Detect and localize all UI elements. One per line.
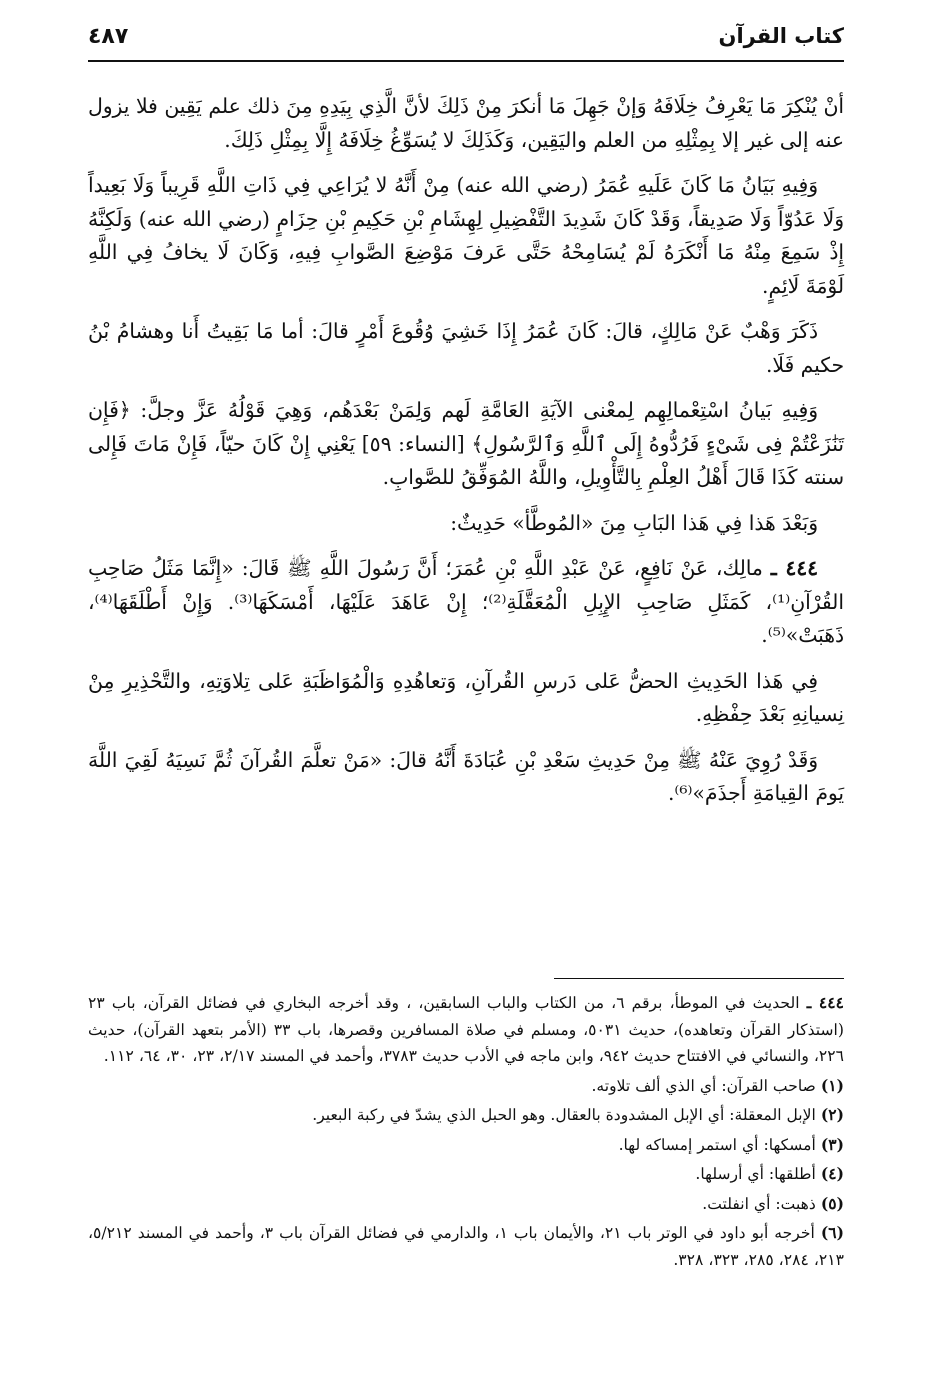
footnote-text: الحديث في الموطأ، برقم ٦، من الكتاب والباب السابقين، ، وقد أخرجه البخاري في فضائل القرآن، باب ٢٣ (استذكار القرآن وتعاهده)، حديث ٥٠٣١، ومسلم في صلاة المسافرين وقصرها، باب ٣٣ (الأمر بتعهد القرآن)، حديث ٢٢٦، والنسائي في الافتتاح حديث ٩٤٢، وابن ماجه في الأدب حديث ٣٧٨٣، وأحمد في المسند ٢/١٧، ٢٣، ٣٠، ٦٤، ١١٢. <box>88 994 844 1065</box>
footnote-label: ٤٤٤ ـ <box>806 993 844 1012</box>
hadith-text: مالِك، عَنْ نَافِعٍ، عَنْ عَبْدِ اللَّهِ بْنِ عُمَرَ؛ أَنَّ رَسُولَ اللَّهِ ﷺ قَالَ: «إِنَّمَا مَثَلُ صَاحِبِ القُرْآنِ⁽¹⁾، كَمَثَلِ صَاحِبِ الإِبِلِ الْمُعَقَّلَةِ⁽²⁾؛ إِنْ عَاهَدَ عَلَيْهَا، أَمْسَكَهَا⁽³⁾. وَإِنْ أَطْلَقَهَا⁽⁴⁾، ذَهَبَتْ»⁽⁵⁾. <box>88 556 844 647</box>
footnote-label: (٤) <box>820 1164 844 1183</box>
footnote-text: صاحب القرآن: أي الذي ألف تلاوته. <box>591 1076 816 1095</box>
hadith-paragraph <box>88 552 844 653</box>
footnote-label: (١) <box>820 1075 844 1095</box>
page-number: ٤٨٧ <box>88 24 129 49</box>
footnote <box>88 990 844 1070</box>
paragraph: وَفِيهِ بَيَانُ مَا كَانَ عَلَيهِ عُمَرُ (رضي الله عنه) مِنْ أَنَّهُ لا يُرَاعِي فِي ذَاتِ اللَّهِ قَرِيباً وَلَا بَعِيداً وَلَا عَدُوّاً وَلَا صَدِيقاً، وَقَدْ كَانَ شَدِيدَ التَّفْضِيلِ لِهِشَامِ بْنِ حَكِيمِ بْنِ حِزَامٍ (رضي الله عنه) وَلَكِنَّهُ إِذْ سَمِعَ مِنْهُ مَا أَنْكَرَهُ لَمْ يُسَامِحْهُ حَتَّى عَرفَ مَوْضِعَ الصَّوابِ فِيهِ، وَكَانَ لَا يخافُ فِي اللَّهِ لَوْمَةَ لَائِمٍ. <box>88 173 844 298</box>
footnote-label: (٦) <box>820 1223 844 1242</box>
hadith-number: ٤٤٤ ـ <box>770 556 818 580</box>
footnote-label: (٢) <box>820 1105 844 1124</box>
paragraph: وَفِيهِ بَيانُ اسْتِعْمالِهِم لِمعْنى الآيَةِ العَامَّةِ لَهم وَلِمَنْ بَعْدَهُم، وَهِيَ قَوْلُهُ عَزَّ وجلَّ: ﴿فَإِن تَنَٰزَعْتُمْ فِى شَىْءٍ فَرُدُّوهُ إِلَى ٱللَّهِ وَٱلرَّسُولِ﴾ [النساء: ٥٩] يَعْنِي إِنْ كَانَ حيّاً، فَإِنْ مَاتَ فَإِلى سنته كَذَا قَالَ أَهْلُ العِلْمِ بِالتَّأْوِيلِ، واللَّهُ المُوَفِّقُ للصَّوابِ. <box>88 398 844 489</box>
paragraph: أنْ يُنْكِرَ مَا يَعْرِفُ خِلَافَهُ وَإنْ جَهِلَ مَا أنكرَ مِنْ ذَلِكَ لأنَّ الَّذِي بِيَدِهِ مِنَ ذلك علم يَقِين فلا يزول عنه إلى غير إلا بِمِثْلِهِ من العلم واليَقِين، وَكَذَلِكَ لا يُسَوِّغُ خِلَافَهُ إِلَّا بِمِثْلِ ذَلِكَ. <box>88 94 844 152</box>
paragraph: ذَكَرَ وَهْبٌ عَنْ مَالِكٍ، قالَ: كَانَ عُمَرُ إِذَا خَشِيَ وُقُوعَ أَمْرٍ قالَ: أما مَا بَقِيتُ أَنا وهشامُ بْنُ حكيم فَلَا. <box>88 319 844 377</box>
paragraph: وَبَعْدَ هَذا فِي هَذا البَابِ مِنَ «المُوطَّأ» حَدِيثٌ: <box>450 510 818 535</box>
footnote-text: أمسكها: أي استمر إمساكه لها. <box>618 1135 816 1154</box>
footnote <box>88 1132 844 1159</box>
footnote <box>88 1161 844 1188</box>
footnote-separator <box>554 978 844 979</box>
footnote-text: أطلقها: أي أرسلها. <box>695 1165 816 1183</box>
main-text <box>88 90 844 823</box>
paragraph: وَقَدْ رُوِيَ عَنْهُ ﷺ مِنْ حَدِيثِ سَعْدِ بْنِ عُبَادَةَ أَنَّهُ قالَ: «مَنْ تعلَّمَ القُرآنَ ثُمَّ نَسِيَهُ لَقِيَ اللَّهَ يَومَ القِيامَةِ أَجذَمَ»⁽⁶⁾. <box>88 747 844 805</box>
page-header <box>88 20 844 62</box>
book-title: كتاب القرآن <box>718 24 844 48</box>
footnote-text: الإبل المعقلة: أي الإبل المشدودة بالعقال. وهو الحبل الذي يشدّ في ركبة البعير. <box>312 1106 816 1124</box>
footnote-label: (٣) <box>820 1134 844 1154</box>
footnote <box>88 1191 844 1218</box>
footnote-label: (٥) <box>820 1193 844 1213</box>
footnote-text: ذهبت: أي انفلتت. <box>702 1194 816 1213</box>
footnote <box>88 1073 844 1100</box>
footnote <box>88 1102 844 1129</box>
footnotes <box>88 990 844 1276</box>
footnote-text: أخرجه أبو داود في الوتر باب ٢١، والأيمان باب ١، والدارمي في فضائل القرآن باب ٣، وأحمد في المسند ٥/٢١٢، ٢١٣، ٢٨٤، ٢٨٥، ٣٢٣، ٣٢٨. <box>88 1224 844 1269</box>
paragraph: فِي هَذا الحَدِيثِ الحضُّ عَلى دَرسِ القُرآنِ، وَتعاهُدِهِ وَالْمُوَاظَبَةِ عَلى تِلاوَتِهِ، والتَّحْذِيرِ مِنْ نِسيانِهِ بَعْدَ حِفْظِهِ. <box>88 668 844 726</box>
footnote <box>88 1220 844 1273</box>
